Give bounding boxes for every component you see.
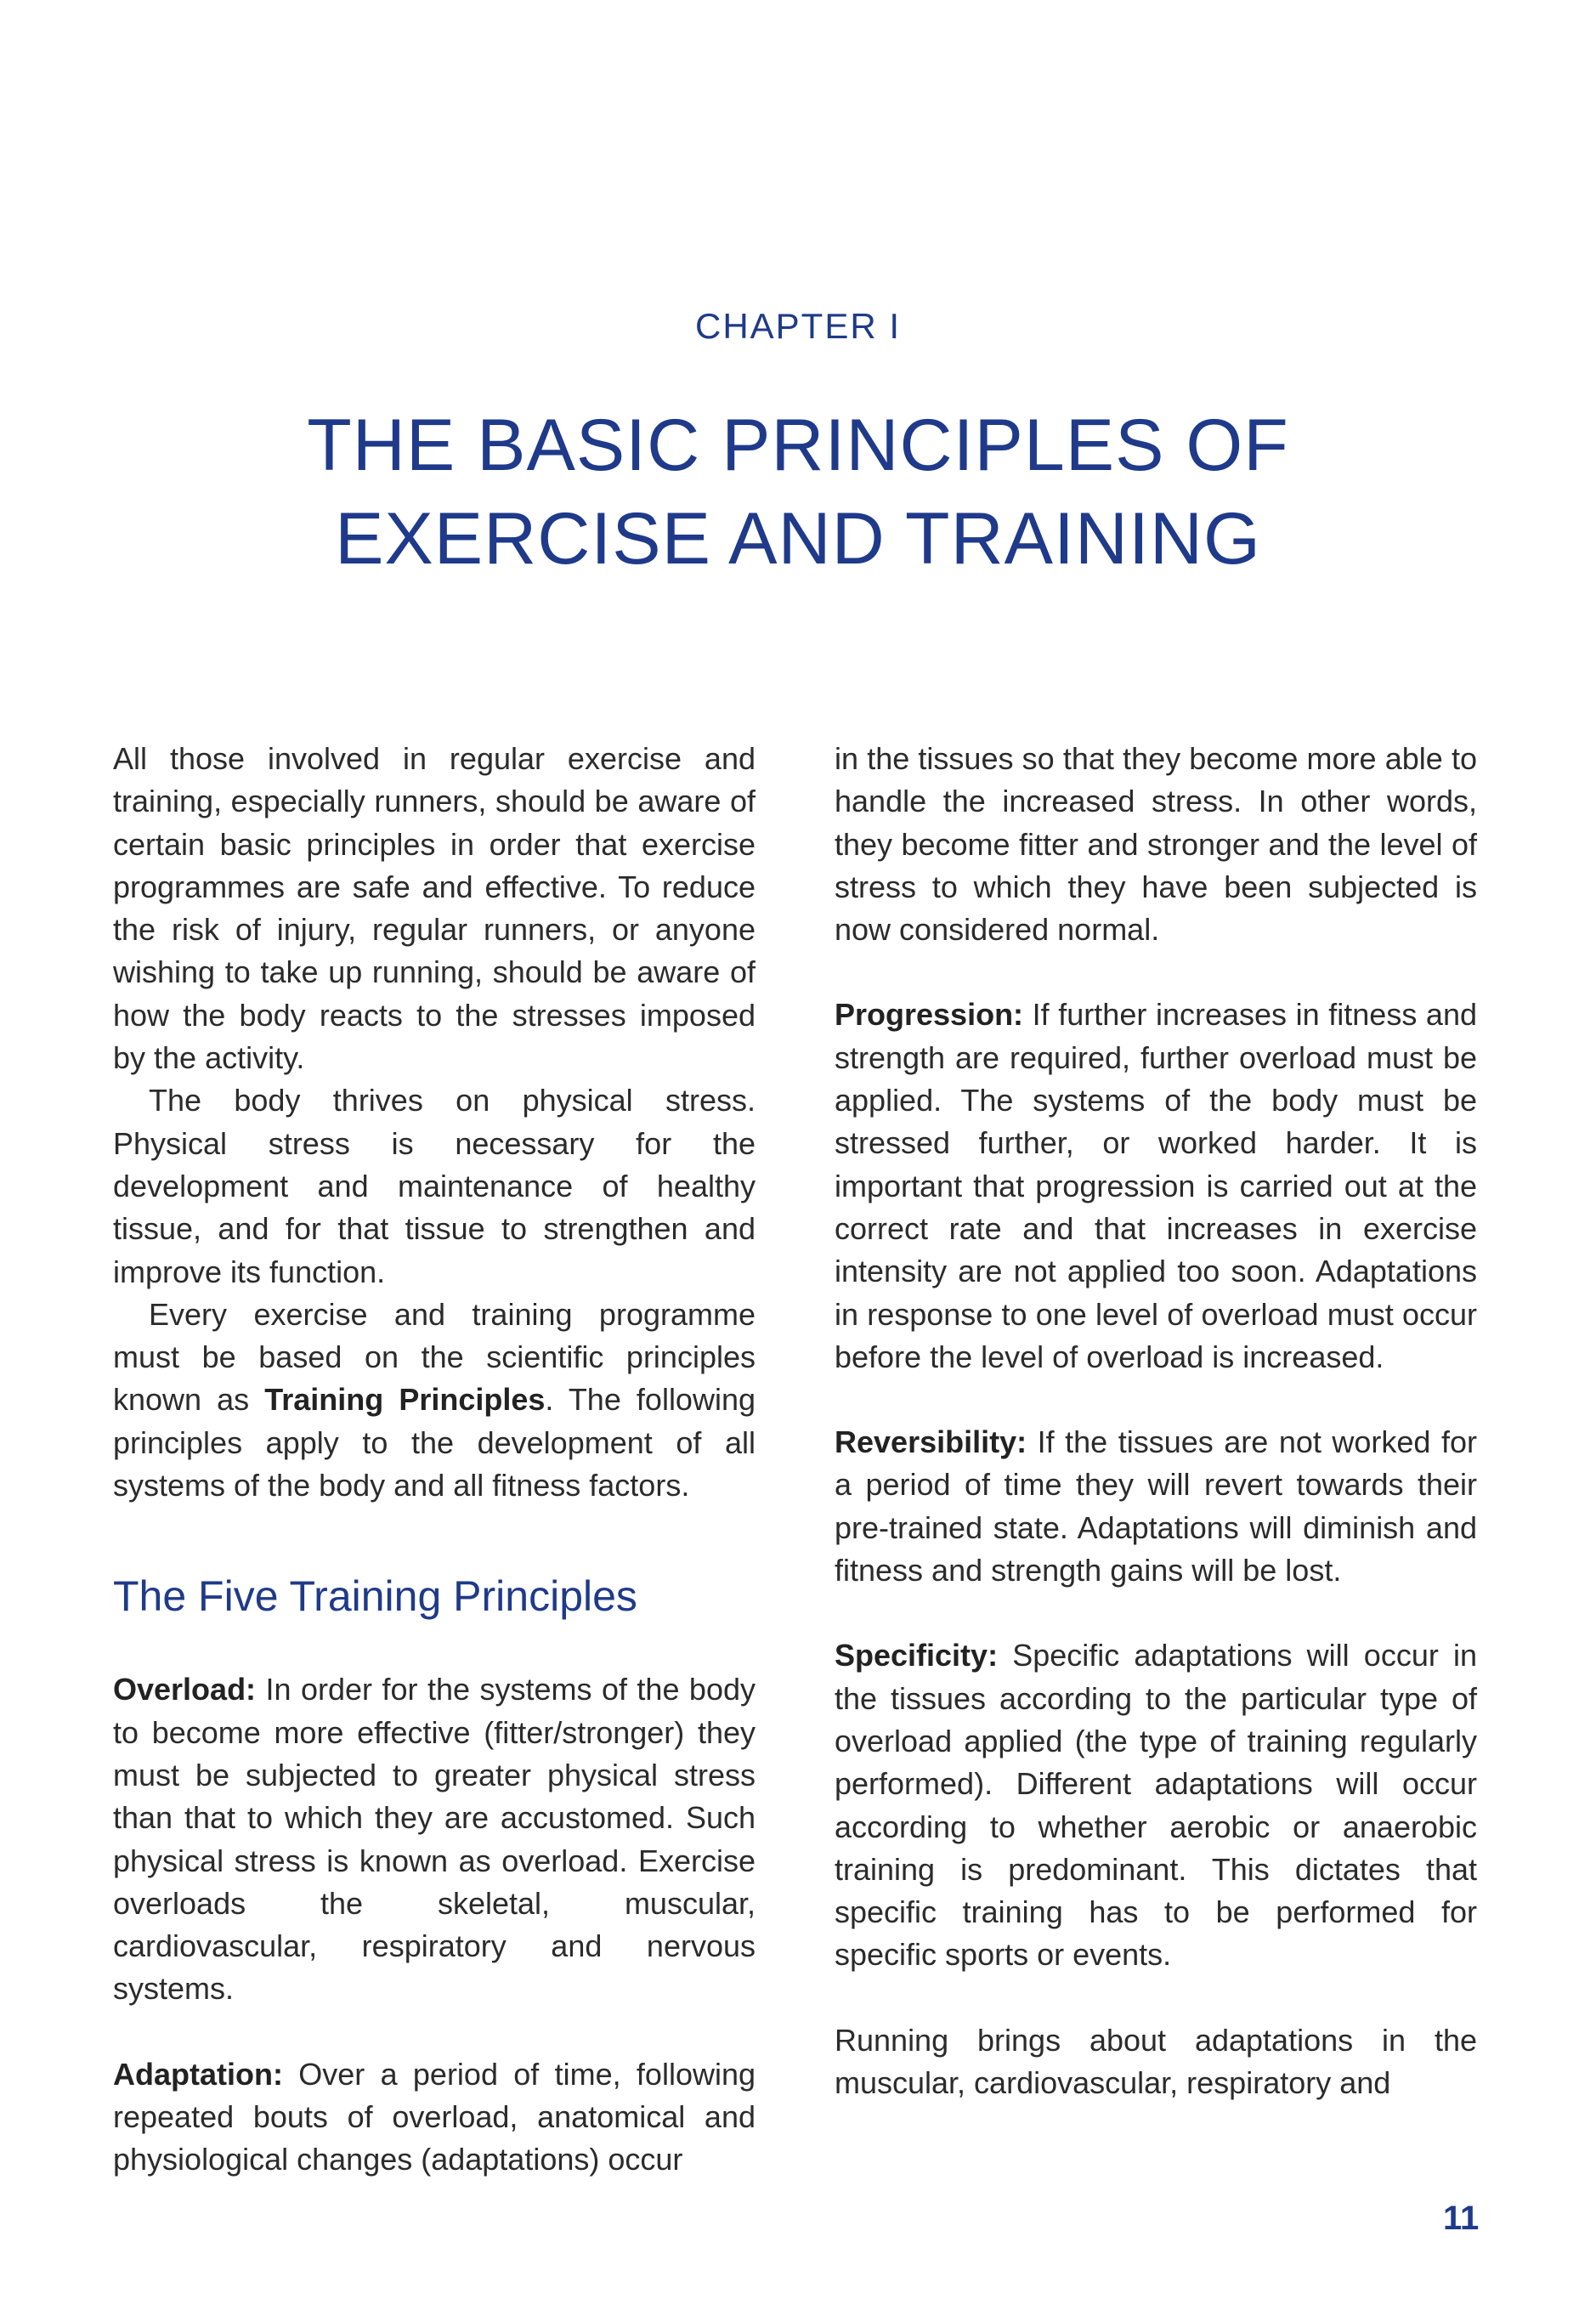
chapter-label: CHAPTER I [694,306,902,346]
reversibility-text: If the tissues are not worked for a period of time they will revert towards their pre-trained state. Adaptations will diminish and fitness and strength gains will be lost. [835,1424,1477,1588]
chapter-title-line-2: EXERCISE AND TRAINING [335,498,1261,580]
adaptation-paragraph [113,2053,756,2182]
right-column [835,738,1477,2104]
overload-term: Overload: [113,1672,257,1707]
specificity-text: Specific adaptations will occur in the tissues according to the particular type of overload applied (the type of training regularly performed). Different adaptations will occur according to whether aerobic or anaerobic training is predominant. This dictates that specific training has to be performed for specific sports or events. [835,1638,1477,1973]
left-column [113,738,756,2182]
progression-text: If further increases in fitness and strength are required, further overload must be applied. The systems of the body must be stressed further, or worked harder. It is important that progression is carried out at the correct rate and that increases in exercise intensity are not applied too soon. Adaptations in response to one level of overload must occur before the level of overload is increased. [835,997,1477,1374]
training-principles-term: Training Principles [264,1382,546,1418]
intro-paragraph-3 [113,1294,756,1507]
intro-paragraph-2: The body thrives on physical stress. Physical stress is necessary for the development and maintenance of healthy tissue, and for that tissue to strengthen and improve its function. [113,1083,756,1289]
specificity-term: Specificity: [835,1638,999,1673]
chapter-title-line-1: THE BASIC PRINCIPLES OF [307,405,1289,486]
progression-paragraph [835,994,1477,1379]
intro-paragraph-3-tail: . The following principles apply to the development of all systems of the body and all fitness factors. [113,1382,756,1503]
reversibility-term: Reversibility: [835,1424,1027,1460]
overload-text: In order for the systems of the body to become more effective (fitter/stronger) they must be subjected to greater physical stress than that to which they are accustomed. Such physical stress is known as overload. Exercise overloads the skeletal, muscular, cardiovascular, respiratory and nervous systems. [113,1672,756,2007]
adaptation-continuation: in the tissues so that they become more able to handle the increased stress. In other words, they become fitter and stronger and the level of stress to which they have been subjected is now considered normal. [835,741,1477,948]
adaptation-term: Adaptation: [113,2056,283,2092]
progression-term: Progression: [835,997,1024,1033]
specificity-paragraph [835,1634,1477,1976]
page-number: 11 [1443,2200,1480,2237]
running-paragraph: Running brings about adaptations in the muscular, cardiovascular, respiratory and [835,2022,1477,2101]
adaptation-text: Over a period of time, following repeated bouts of overload, anatomical and physiological changes (adaptations) occur [113,2056,756,2177]
overload-paragraph [113,1668,756,2010]
section-heading: The Five Training Principles [113,1572,637,1621]
intro-paragraph-1: All those involved in regular exercise and training, especially runners, should be aware of certain basic principles in order that exercise programmes are safe and effective. To reduce the risk of injury, regular runners, or anyone wishing to take up running, should be aware of how the body reacts to the stresses imposed by the activity. [113,741,756,1076]
reversibility-paragraph [835,1421,1477,1592]
intro-paragraph-3-lead: Every exercise and training programme must be based on the scientific principles known as [113,1296,756,1418]
